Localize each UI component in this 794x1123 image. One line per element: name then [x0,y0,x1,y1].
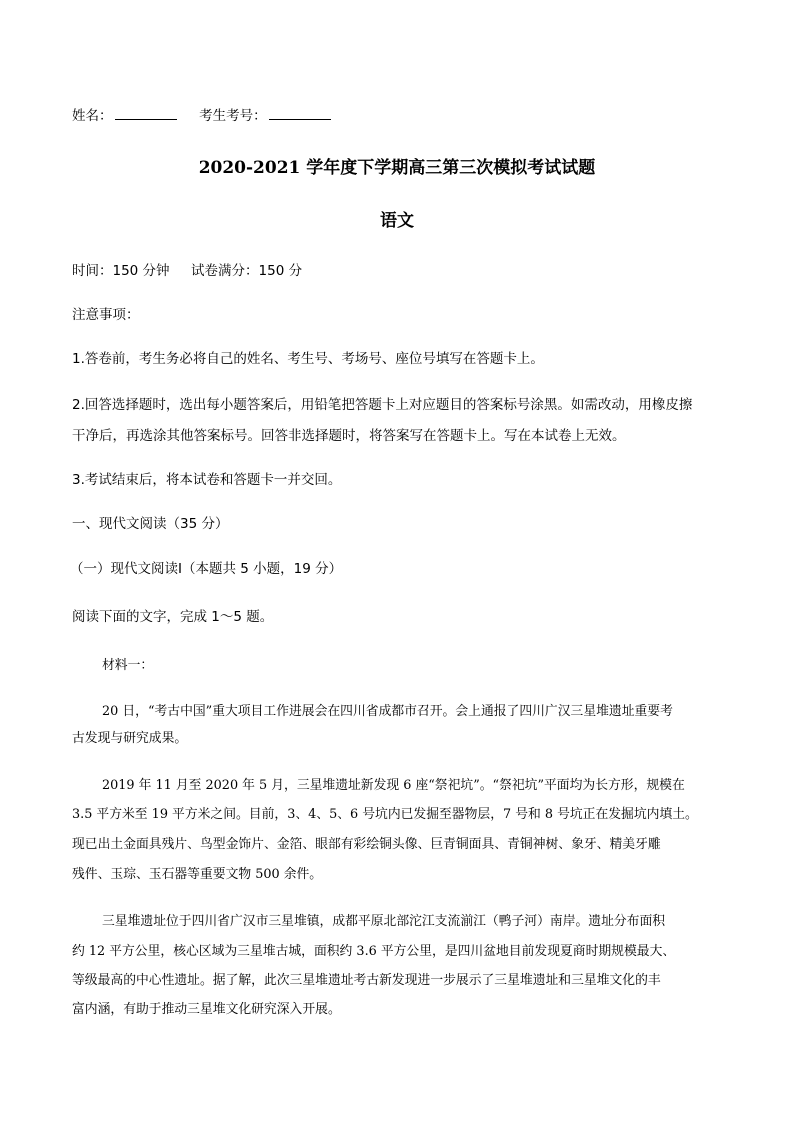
paragraph-line: 20 日，“考古中国”重大项目工作进展会在四川省成都市召开。会上通报了四川广汉三星堆遗址重要考 [102,704,673,719]
paragraph-line: 古发现与研究成果。 [72,731,188,746]
exam-number-blank[interactable] [269,107,331,120]
subsection-heading: （一）现代文阅读Ⅰ（本题共 5 小题，19 分） [70,561,343,577]
exam-number-label: 考生考号： [199,108,267,124]
notice-item: 1.答卷前，考生务必将自己的姓名、考生号、考场号、座位号填写在答题卡上。 [72,351,544,367]
student-info-line [72,104,331,124]
material-label: 材料一： [102,658,154,673]
section-heading: 一、现代文阅读（35 分） [72,516,229,532]
paragraph-line: 约 12 平方公里，核心区域为三星堆古城，面积约 3.6 平方公里，是四川盆地目前发现夏商时期规模最大、 [72,944,676,959]
paragraph-line: 3.5 平方米至 19 平方米之间。目前，3、4、5、6 号坑内已发掘至器物层，7 号和 8 号坑正在发掘坑内填土。 [72,807,698,822]
paragraph-line: 三星堆遗址位于四川省广汉市三星堆镇，成都平原北部沱江支流湔江（鸭子河）南岸。遗址分布面积 [102,914,666,929]
reading-instruction: 阅读下面的文字，完成 1～5 题。 [72,609,274,625]
name-label: 姓名： [72,108,113,124]
paragraph-line: 等级最高的中心性遗址。据了解，此次三星堆遗址考古新发现进一步展示了三星堆遗址和三星堆文化的丰 [72,973,661,988]
notice-item: 3.考试结束后，将本试卷和答题卡一并交回。 [72,472,342,488]
time-info: 时间：150 分钟 试卷满分：150 分 [72,263,303,279]
notice-item: 2.回答选择题时，选出每小题答案后，用铅笔把答题卡上对应题目的答案标号涂黑。如需改动，用橡皮擦 [72,397,693,413]
notice-item: 干净后，再选涂其他答案标号。回答非选择题时，将答案写在答题卡上。写在本试卷上无效。 [72,428,626,444]
subject-title: 语文 [380,211,414,231]
paragraph-line: 残件、玉琮、玉石器等重要文物 500 余件。 [72,867,323,882]
name-blank[interactable] [115,107,177,120]
paragraph-line: 富内涵，有助于推动三星堆文化研究深入开展。 [72,1002,341,1017]
exam-title: 2020-2021 学年度下学期高三第三次模拟考试试题 [198,158,596,178]
notice-heading: 注意事项： [72,307,140,323]
paragraph-line: 2019 年 11 月至 2020 年 5 月，三星堆遗址新发现 6 座“祭祀坑”。“祭祀坑”平面均为长方形，规模在 [102,778,685,793]
paragraph-line: 现已出土金面具残片、鸟型金饰片、金箔、眼部有彩绘铜头像、巨青铜面具、青铜神树、象牙、精美牙雕 [72,837,661,852]
